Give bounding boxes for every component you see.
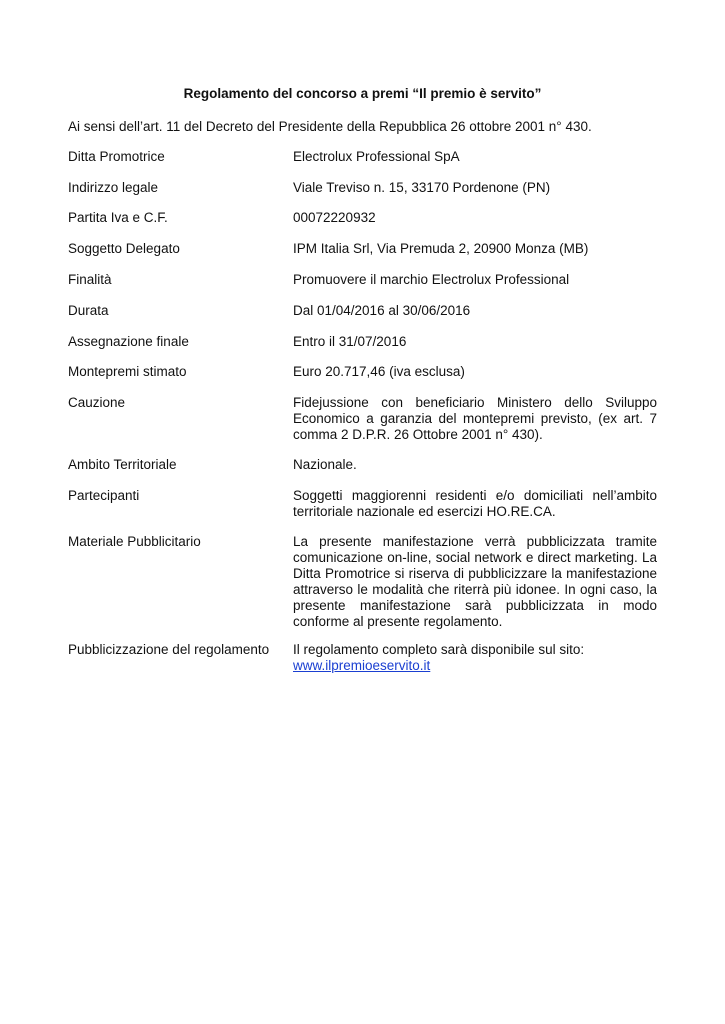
field-label: Soggetto Delegato: [68, 241, 180, 256]
field-label: Assegnazione finale: [68, 334, 189, 349]
field-label: Montepremi stimato: [68, 364, 187, 379]
field-value: Fidejussione con beneficiario Ministero dello Sviluppo Economico a garanzia del montepremi previsto, (ex art. 7 comma 2 D.P.R. 26 Ottobre 2001 n° 430).: [293, 395, 657, 442]
field-value: IPM Italia Srl, Via Premuda 2, 20900 Monza (MB): [293, 241, 589, 256]
field-value: Viale Treviso n. 15, 33170 Pordenone (PN): [293, 180, 551, 195]
field-value: Dal 01/04/2016 al 30/06/2016: [293, 303, 471, 318]
field-value: Nazionale.: [293, 457, 357, 472]
website-link[interactable]: www.ilpremioeservito.it: [293, 658, 431, 673]
field-value: 00072220932: [293, 210, 376, 225]
field-value: Soggetti maggiorenni residenti e/o domiciliati nell’ambito territoriale nazionale ed esercizi HO.RE.CA.: [293, 488, 657, 519]
field-label: Ambito Territoriale: [68, 457, 177, 472]
field-label: Pubblicizzazione del regolamento: [68, 642, 270, 657]
field-label: Ditta Promotrice: [68, 149, 165, 164]
document-title: Regolamento del concorso a premi “Il premio è servito”: [183, 86, 542, 101]
field-label: Indirizzo legale: [68, 180, 159, 195]
field-label: Durata: [68, 303, 109, 318]
field-value-group: [293, 642, 657, 674]
document-intro: Ai sensi dell’art. 11 del Decreto del Presidente della Repubblica 26 ottobre 2001 n° 430.: [68, 119, 592, 134]
field-label: Partecipanti: [68, 488, 140, 503]
field-label: Cauzione: [68, 395, 126, 410]
field-value: Il regolamento completo sarà disponibile sul sito:: [293, 642, 585, 657]
field-value: Promuovere il marchio Electrolux Professional: [293, 272, 570, 287]
field-value: Entro il 31/07/2016: [293, 334, 407, 349]
field-value: Euro 20.717,46 (iva esclusa): [293, 364, 465, 379]
field-label: Partita Iva e C.F.: [68, 210, 168, 225]
field-value: Electrolux Professional SpA: [293, 149, 460, 164]
field-label: Finalità: [68, 272, 112, 287]
field-label: Materiale Pubblicitario: [68, 534, 201, 549]
field-value: La presente manifestazione verrà pubblicizzata tramite comunicazione on-line, social network e direct marketing. La Ditta Promotrice si riserva di pubblicizzare la manifestazione attraverso le modalità che riterrà più idonee. In ogni caso, la presente manifestazione sarà pubblicizzata in modo conforme al presente regolamento.: [293, 534, 657, 629]
